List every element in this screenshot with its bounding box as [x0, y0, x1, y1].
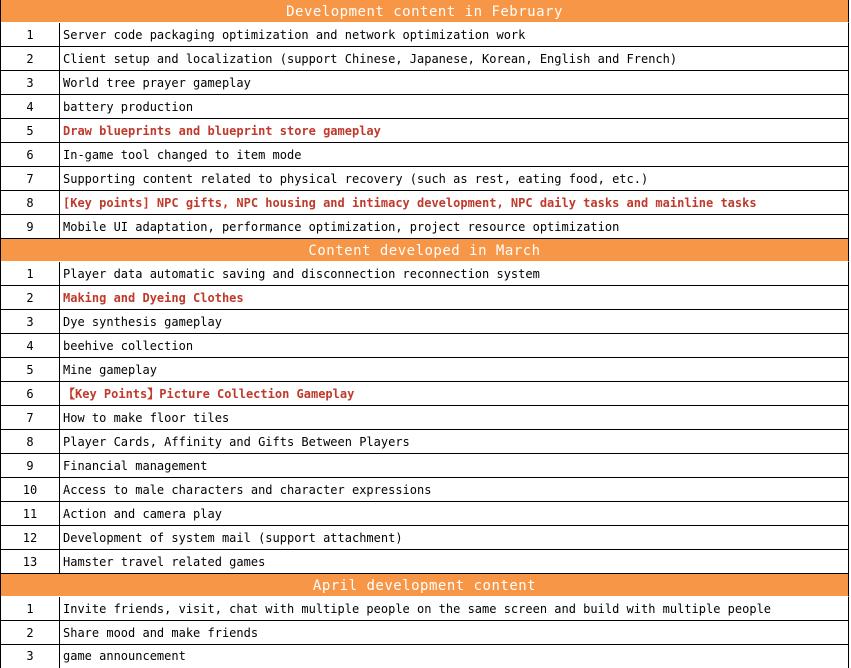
row-text: game announcement	[60, 645, 849, 668]
row-text: beehive collection	[60, 334, 849, 357]
row-text: Player Cards, Affinity and Gifts Between Players	[60, 430, 849, 453]
row-text: How to make floor tiles	[60, 406, 849, 429]
row-text: In-game tool changed to item mode	[60, 143, 849, 166]
row-number: 6	[1, 143, 60, 166]
table-row-highlight	[1, 286, 849, 310]
table-row	[1, 454, 849, 478]
row-number: 13	[1, 550, 60, 573]
row-text: World tree prayer gameplay	[60, 71, 849, 94]
row-text: Financial management	[60, 454, 849, 477]
table-row	[1, 23, 849, 47]
row-number: 1	[1, 262, 60, 285]
row-text: Invite friends, visit, chat with multiple people on the same screen and build with multiple people	[60, 597, 849, 620]
table-row-highlight	[1, 382, 849, 406]
row-number: 2	[1, 47, 60, 70]
table-row	[1, 334, 849, 358]
row-number: 3	[1, 310, 60, 333]
row-text: Draw blueprints and blueprint store gameplay	[60, 119, 849, 142]
row-number: 6	[1, 382, 60, 405]
row-number: 10	[1, 478, 60, 501]
row-number: 3	[1, 71, 60, 94]
table-row	[1, 621, 849, 645]
row-text: Supporting content related to physical recovery (such as rest, eating food, etc.)	[60, 167, 849, 190]
row-number: 8	[1, 191, 60, 214]
row-number: 7	[1, 167, 60, 190]
row-text: Making and Dyeing Clothes	[60, 286, 849, 309]
row-text: battery production	[60, 95, 849, 118]
row-text: Mine gameplay	[60, 358, 849, 381]
row-text: Development of system mail (support attachment)	[60, 526, 849, 549]
table-row	[1, 550, 849, 574]
table-row	[1, 310, 849, 334]
row-text: Client setup and localization (support Chinese, Japanese, Korean, English and French)	[60, 47, 849, 70]
table-row	[1, 167, 849, 191]
row-text: Share mood and make friends	[60, 621, 849, 644]
row-number: 1	[1, 597, 60, 620]
table-row	[1, 645, 849, 668]
table-row	[1, 478, 849, 502]
row-number: 3	[1, 645, 60, 668]
row-number: 9	[1, 454, 60, 477]
row-text: Hamster travel related games	[60, 550, 849, 573]
table-row-highlight	[1, 191, 849, 215]
row-number: 4	[1, 334, 60, 357]
table-row	[1, 71, 849, 95]
table-row	[1, 358, 849, 382]
row-text: Mobile UI adaptation, performance optimization, project resource optimization	[60, 215, 849, 238]
table-row	[1, 215, 849, 239]
row-text: Action and camera play	[60, 502, 849, 525]
table-row	[1, 95, 849, 119]
row-text: Player data automatic saving and disconnection reconnection system	[60, 262, 849, 285]
row-text: 【Key Points】Picture Collection Gameplay	[60, 382, 849, 405]
section-header-april: April development content	[1, 574, 849, 597]
section-header-march: Content developed in March	[1, 239, 849, 262]
table-row	[1, 406, 849, 430]
row-text: [Key points] NPC gifts, NPC housing and intimacy development, NPC daily tasks and mainline tasks	[60, 191, 849, 214]
row-number: 11	[1, 502, 60, 525]
row-text: Access to male characters and character expressions	[60, 478, 849, 501]
table-row	[1, 597, 849, 621]
table-row	[1, 502, 849, 526]
table-row	[1, 526, 849, 550]
row-number: 5	[1, 119, 60, 142]
row-number: 5	[1, 358, 60, 381]
table-row	[1, 430, 849, 454]
row-number: 7	[1, 406, 60, 429]
row-text: Server code packaging optimization and network optimization work	[60, 23, 849, 46]
table-row-highlight	[1, 119, 849, 143]
table-row	[1, 47, 849, 71]
row-number: 2	[1, 286, 60, 309]
row-number: 9	[1, 215, 60, 238]
row-number: 1	[1, 23, 60, 46]
table-row	[1, 262, 849, 286]
row-number: 8	[1, 430, 60, 453]
section-header-february: Development content in February	[1, 0, 849, 23]
row-text: Dye synthesis gameplay	[60, 310, 849, 333]
row-number: 2	[1, 621, 60, 644]
table-row	[1, 143, 849, 167]
row-number: 12	[1, 526, 60, 549]
row-number: 4	[1, 95, 60, 118]
